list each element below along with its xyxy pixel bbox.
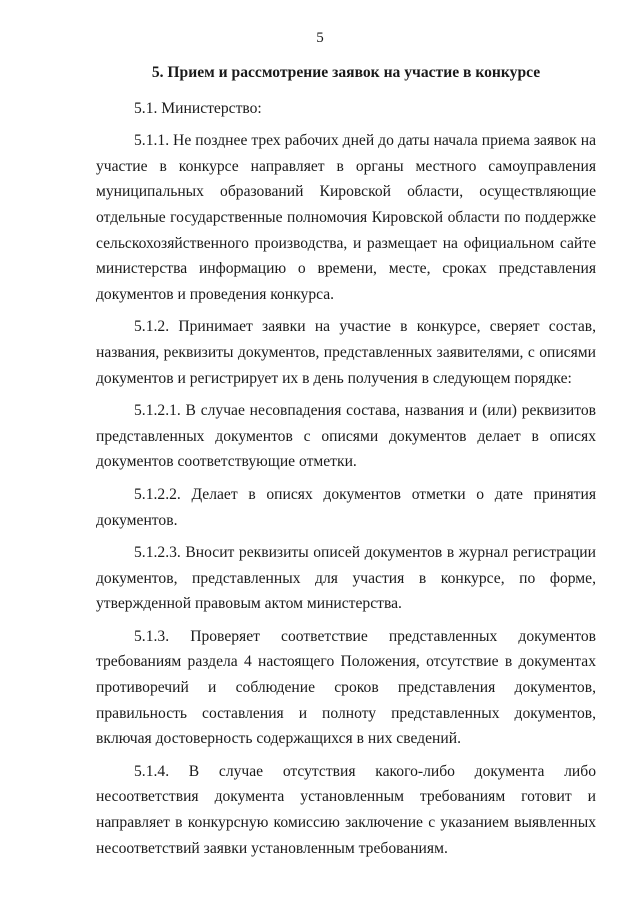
- paragraph-5-1-3: 5.1.3. Проверяет соответствие представленных документов требованиям раздела 4 настоящего Положения, отсутствие в документах противоречий и соблюдение сроков представления документов, правильность составления и полноту представленных документов, включая достоверность содержащихся в них сведений.: [96, 627, 596, 748]
- document-body: [96, 60, 596, 868]
- paragraph-5-1-2-3: 5.1.2.3. Вносит реквизиты описей документов в журнал регистрации документов, представленных для участия в конкурсе, по форме, утвержденной правовым актом министерства.: [96, 544, 596, 613]
- page-number: 5: [316, 30, 324, 46]
- section-title: 5. Прием и рассмотрение заявок на участие в конкурсе: [151, 64, 541, 81]
- paragraph-5-1-4: 5.1.4. В случае отсутствия какого-либо документа либо несоответствия документа установленным требованиям готовит и направляет в конкурсную комиссию заключение с указанием выявленных несоответствий заявки установленным требованиям.: [96, 762, 596, 857]
- paragraph-5-1: 5.1. Министерство:: [134, 99, 262, 117]
- paragraph-5-1-2-2: 5.1.2.2. Делает в описях документов отметки о дате принятия документов.: [96, 485, 596, 529]
- paragraph-5-1-1: 5.1.1. Не позднее трех рабочих дней до даты начала приема заявок на участие в конкурсе направляет в органы местного самоуправления муниципальных образований Кировской области, осуществляющие отдельные государственные полномочия Кировской области по поддержке сельскохозяйственного производства, и размещает на официальном сайте министерства информацию о времени, месте, сроках представления документов и проведения конкурса.: [96, 132, 596, 303]
- paragraph-5-1-2-1: 5.1.2.1. В случае несовпадения состава, названия и (или) реквизитов представленных документов с описями документов делает в описях документов соответствующие отметки.: [96, 402, 596, 471]
- paragraph-5-1-2: 5.1.2. Принимает заявки на участие в конкурсе, сверяет состав, названия, реквизиты документов, представленных заявителями, с описями документов и регистрирует их в день получения в следующем порядке:: [96, 318, 596, 387]
